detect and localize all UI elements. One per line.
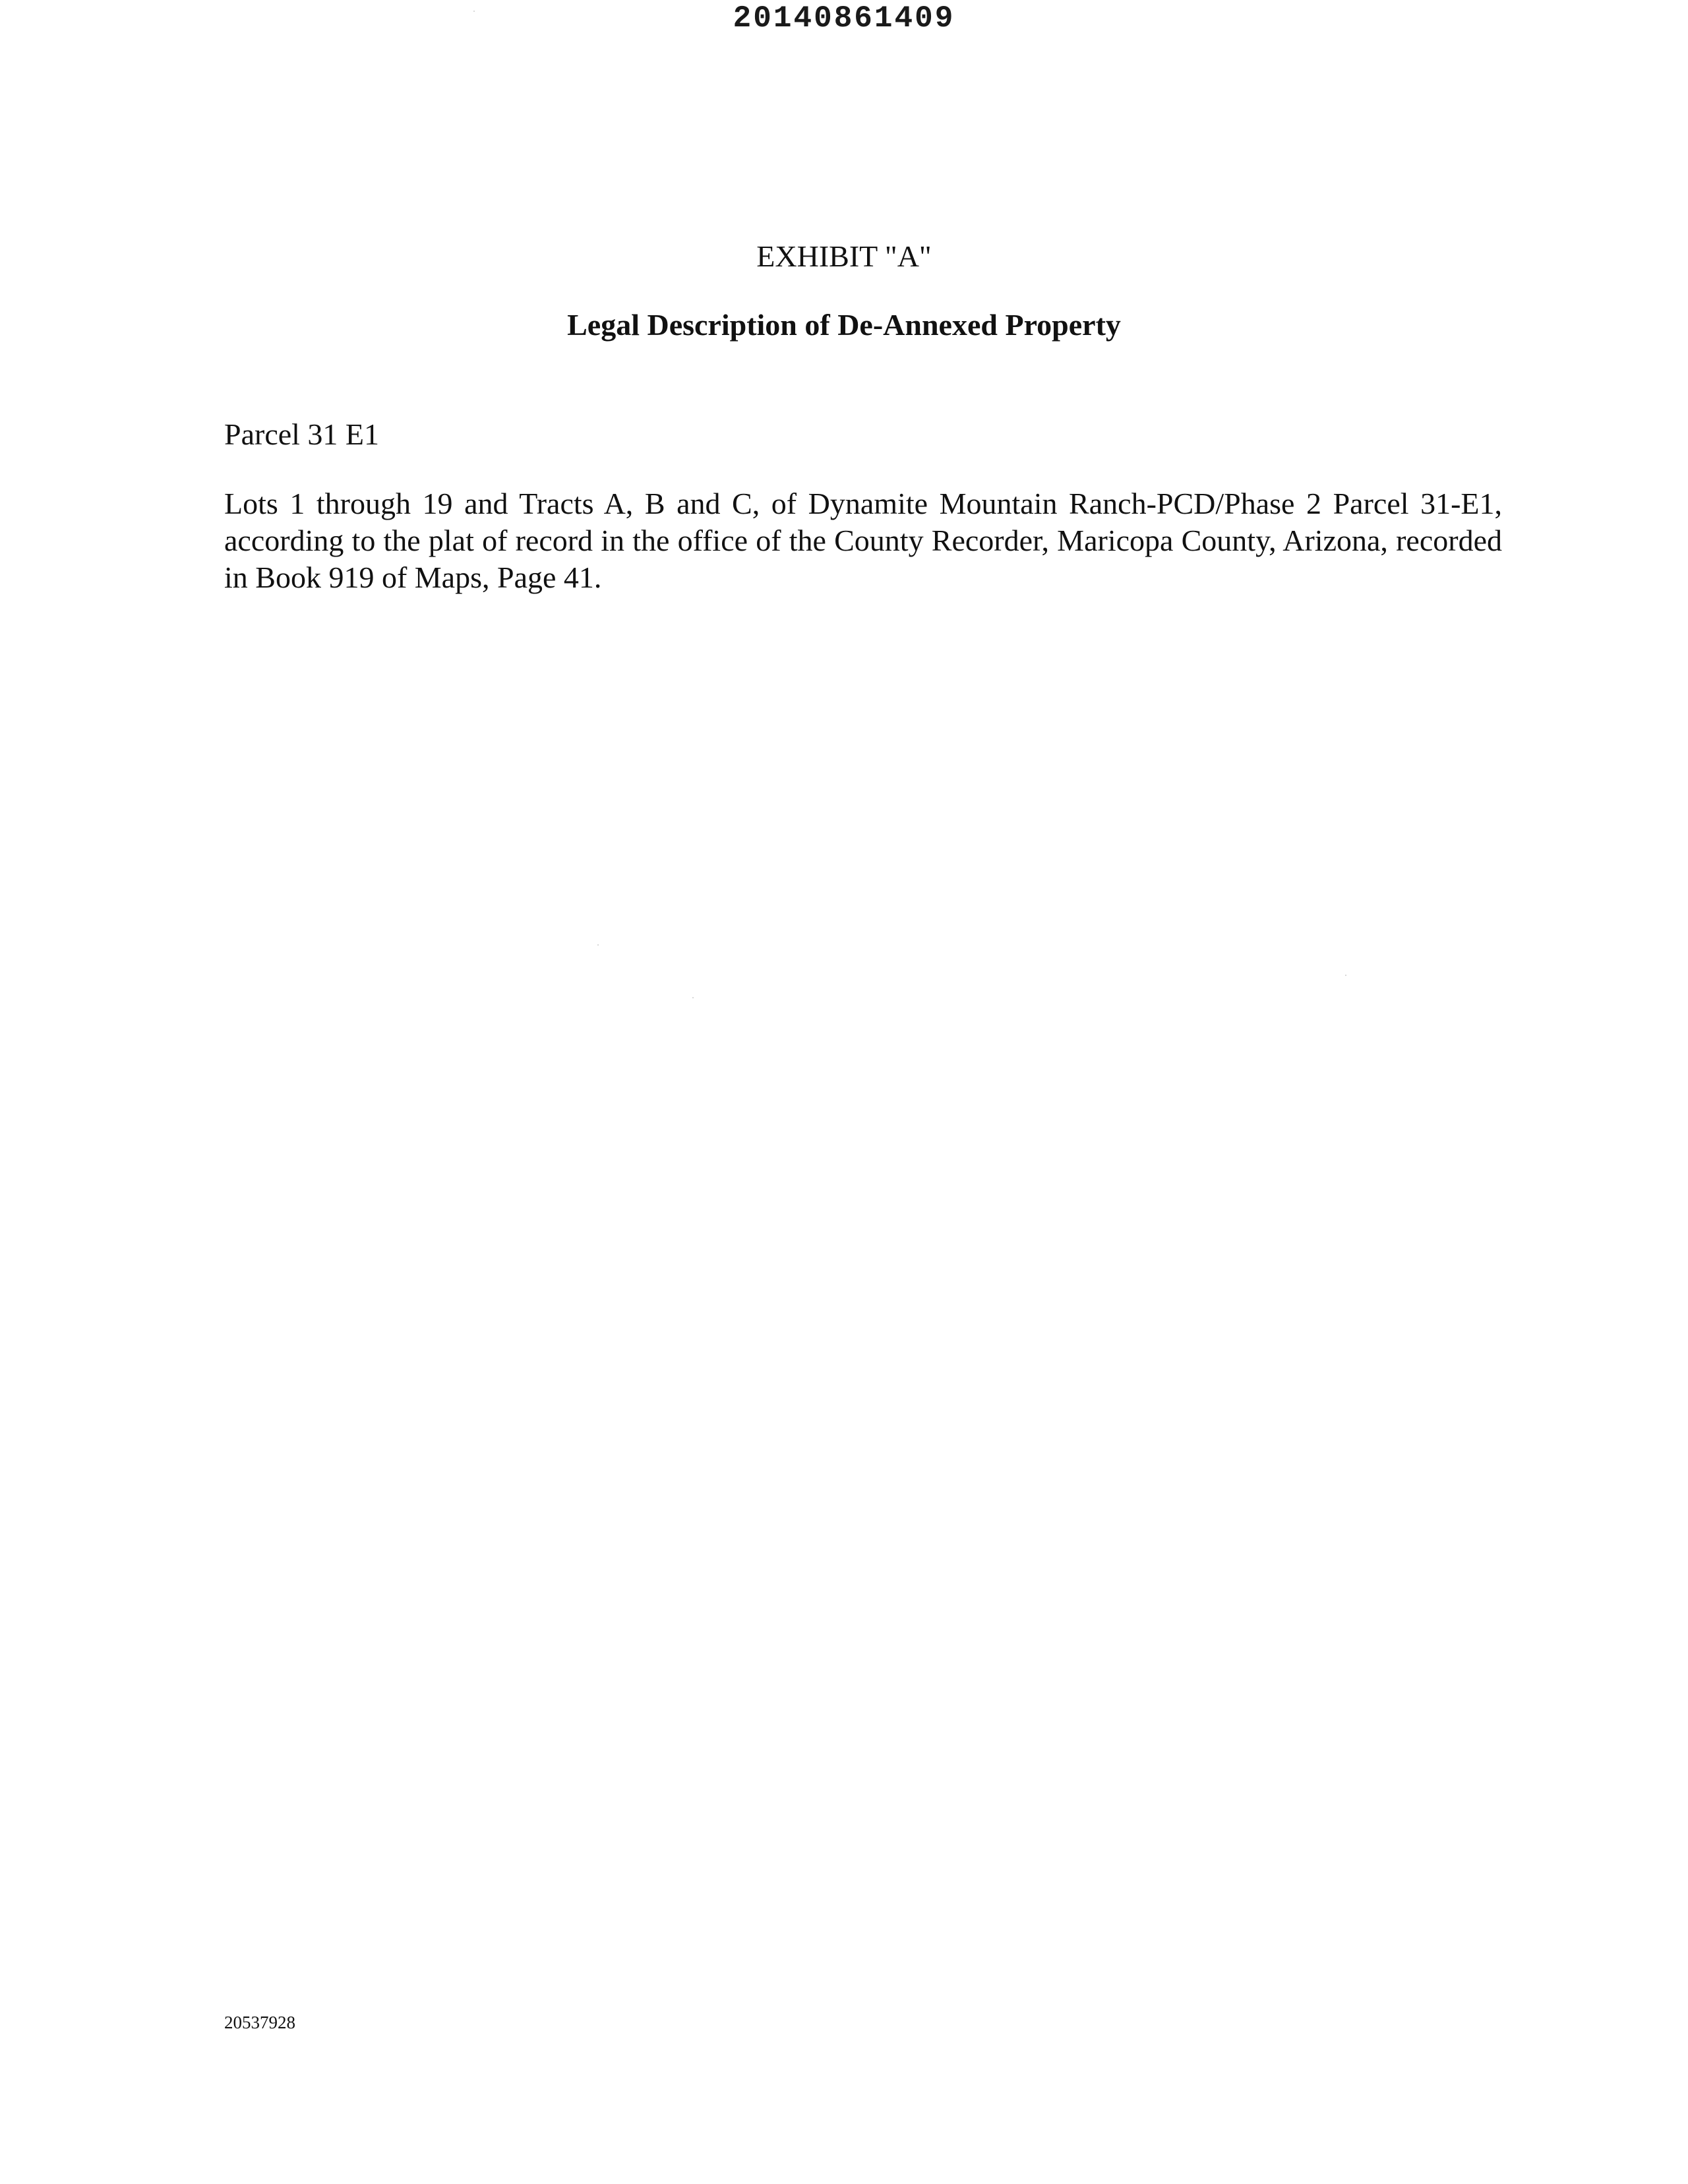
scan-speck	[597, 944, 599, 946]
legal-description-paragraph: Lots 1 through 19 and Tracts A, B and C, of Dynamite Mountain Ranch-PCD/Phase 2 Parcel 31-E1, according to the plat of record in the office of the County Recorder, Maricopa County, Arizona, recorded in Book 919 of Maps, Page 41.	[224, 487, 1502, 594]
scan-speck	[473, 11, 475, 12]
parcel-label: Parcel 31 E1	[224, 417, 380, 451]
scan-speck	[692, 997, 694, 998]
footer-document-id: 20537928	[224, 2013, 295, 2032]
scan-speck	[1345, 975, 1346, 976]
exhibit-subtitle: Legal Description of De-Annexed Property	[567, 308, 1121, 342]
exhibit-title: EXHIBIT "A"	[756, 239, 932, 273]
recording-number: 20140861409	[733, 1, 955, 36]
